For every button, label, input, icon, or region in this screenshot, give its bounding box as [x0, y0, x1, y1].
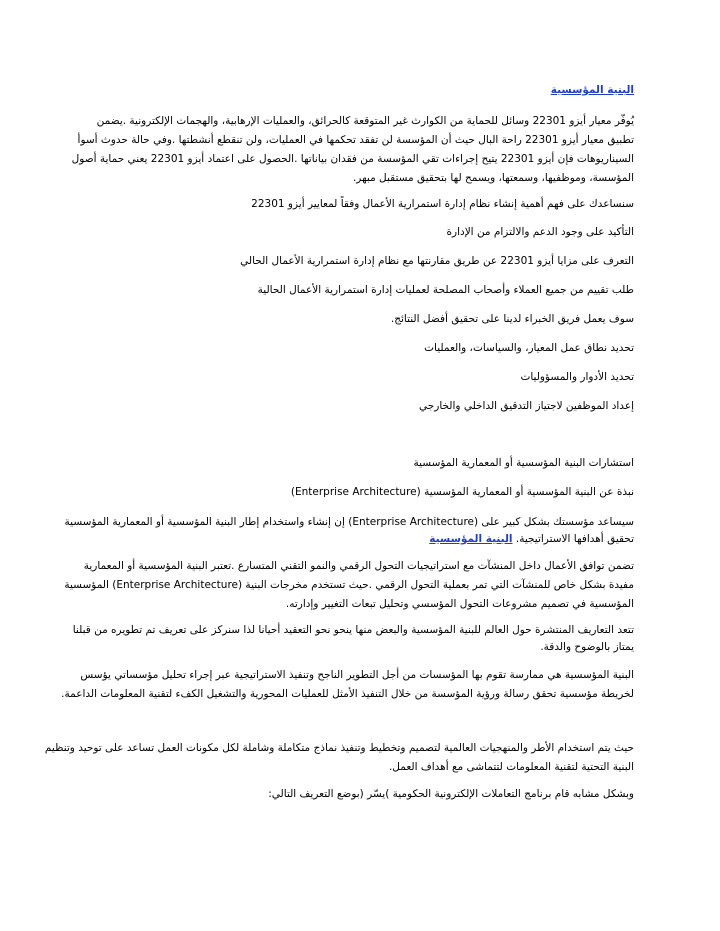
section-p4-line1: البنية المؤسسية هي ممارسة تقوم بها المؤسسات من أجل التطوير الناجح وتنفيذ الاستراتيجية عبر إجراء تحليل مؤسساتي يؤسس: [80, 669, 634, 681]
list-item: سوف يعمل فريق الخبراء لدينا على تحقيق أفضل النتائج.: [390, 313, 634, 325]
para1-line1: يُوفّر معيار أيزو 22301 وسائل للحماية من الكوارث غير المتوقعة كالحرائق، والعمليات الإرهابية، والهجمات الإلكترونية .يضمن: [96, 115, 634, 127]
section-heading: استشارات البنية المؤسسية أو المعمارية المؤسسية: [413, 457, 634, 469]
section-p4-line2: لخريطة مؤسسية تحقق رسالة ورؤية المؤسسة من خلال التنفيذ الأمثل للعمليات المحورية والتشغيل الكفء لتقنية المعلومات الداعمة.: [61, 688, 634, 700]
section-p2-line2: مفيدة بشكل خاص للمنشآت التي تمر بعملية التحول الرقمي .حيث تستخدم مخرجات البنية (Enterprise Architecture) المؤسسية: [64, 579, 634, 591]
list-item: إعداد الموظفين لاجتياز التدقيق الداخلي والخارجي: [419, 400, 634, 412]
section-p1-line2: [86, 529, 634, 549]
section-p2-line1: تضمن توافق الأعمال داخل المنشآت مع استراتيجيات التحول الرقمي والنمو التقني المتسارع .تعتبر البنية المؤسسية أو المعمارية: [83, 560, 634, 572]
title-link[interactable]: البنية المؤسسية: [550, 84, 634, 96]
section-p3-line2: يمتاز بالوضوح والدقة.: [540, 641, 634, 653]
list-item: التأكيد على وجود الدعم والالتزام من الإدارة: [446, 226, 634, 238]
section-p3-line1: تتعد التعاريف المنتشرة حول العالم للبنية المؤسسية والبعض منها ينحو نحو التعقيد أحيانا لذا سنركز على تعريف تم تطويره من قبلنا: [72, 624, 634, 636]
section-p5-line1: حيث يتم استخدام الأطر والمنهجيات العالمية لتصميم وتخطيط وتنفيذ نماذج متكاملة وشاملة لكل مكونات العمل تساعد على توحيد وتنظيم: [44, 742, 634, 754]
para1-line2: تطبيق معيار أيزو 22301 راحة البال حيث أن المؤسسة لن تفقد تحكمها في العمليات، ولن تنقطع أنشطتها .وفي حالة حدوث أسوأ: [77, 134, 634, 146]
list-item: طلب تقييم من جميع العملاء وأصحاب المصلحة لعمليات إدارة استمرارية الأعمال الحالية: [257, 284, 634, 296]
section-p2-line3: المؤسسية في تصميم مشروعات التحول المؤسسي وتحليل تبعات التغيير وإدارته.: [285, 598, 634, 610]
list-item: تحديد الأدوار والمسؤوليات: [520, 371, 634, 383]
list-item: تحديد نطاق عمل المعيار، والسياسات، والعمليات: [424, 342, 634, 354]
section-p1-line1: سيساعد مؤسستك بشكل كبير على (Enterprise Architecture) إن إنشاء واستخدام إطار البنية المؤسسية أو المعمارية المؤسسية: [64, 516, 634, 528]
para1-line3: السيناريوهات فإن أيزو 22301 يتيح إجراءات تقي المؤسسة من فقدان بياناتها .الحصول على اعتماد أيزو 22301 يعني حماية أصول: [71, 153, 634, 165]
list-item: سنساعدك على فهم أهمية إنشاء نظام إدارة استمرارية الأعمال وفقاً لمعايير أيزو 22301: [251, 198, 634, 210]
list-item: التعرف على مزايا أيزو 22301 عن طريق مقارنتها مع نظام إدارة استمرارية الأعمال الحالي: [240, 255, 634, 267]
para1-line4: المؤسسة، وموظفيها، وسمعتها، ويسمح لها بتحقيق مستقبل مبهر.: [352, 172, 634, 184]
section-p5-line2: البنية التحتية لتقنية المعلومات لتتماشى مع أهداف العمل.: [388, 761, 634, 773]
section-p1-text: تحقيق أهدافها الاستراتيجية.: [515, 533, 634, 545]
enterprise-architecture-link[interactable]: البنية المؤسسية: [429, 533, 513, 545]
section-p6: وبشكل مشابه قام برنامج التعاملات الإلكترونية الحكومية )يسّر (بوضع التعريف التالي:: [268, 788, 634, 800]
section-brief: نبذة عن البنية المؤسسية أو المعمارية المؤسسية (Enterprise Architecture): [290, 486, 634, 498]
